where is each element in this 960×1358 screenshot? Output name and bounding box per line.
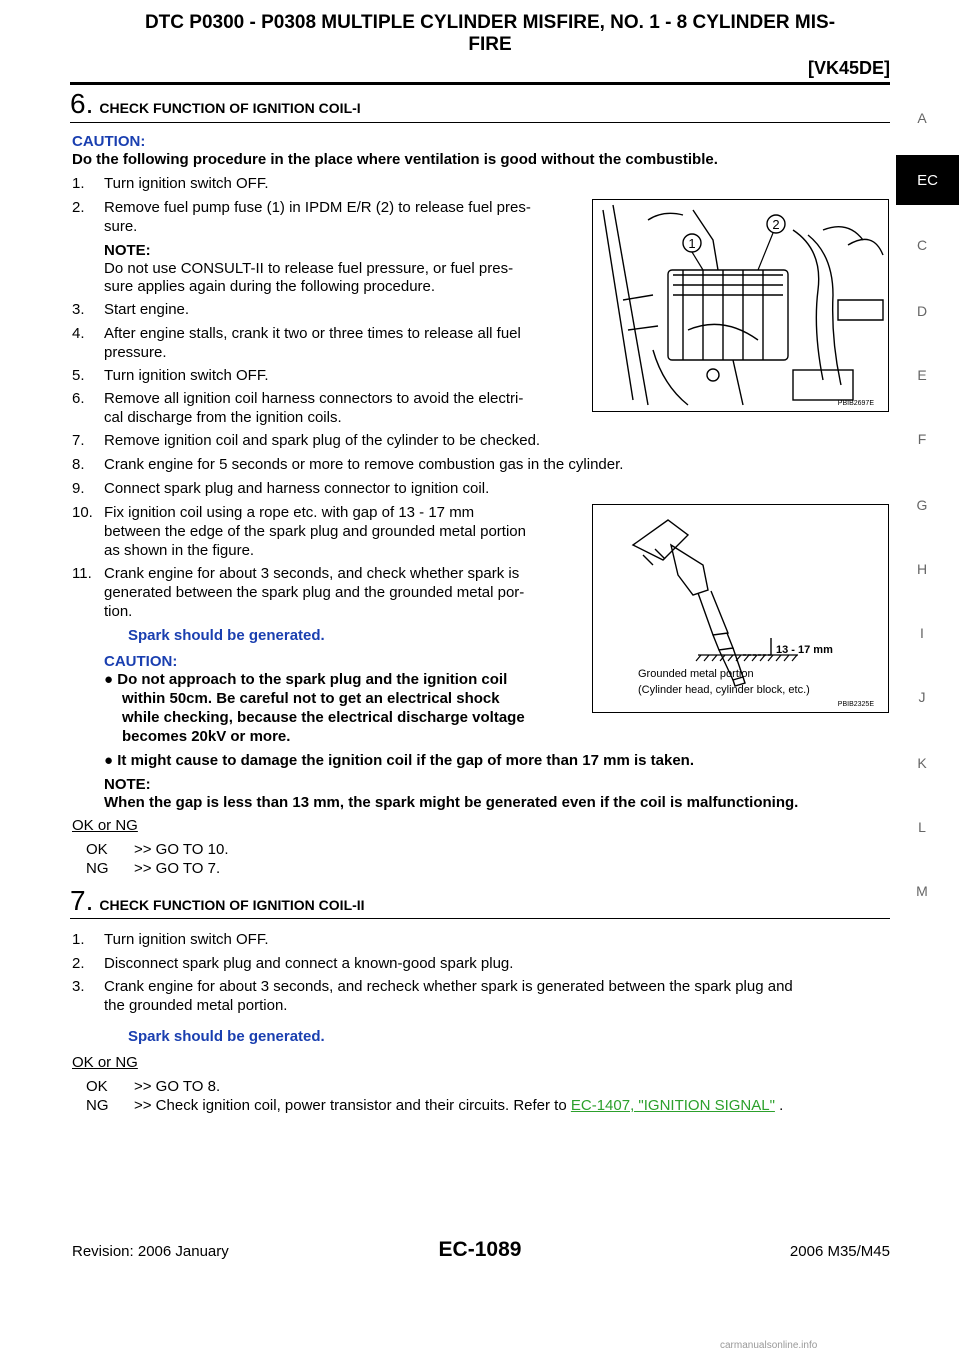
gap-label: 13 - 17 mm	[776, 644, 833, 656]
ignition-signal-link[interactable]: EC-1407, "IGNITION SIGNAL"	[570, 1097, 775, 1114]
figure-ipdm-fuse	[592, 199, 889, 412]
ng-result-7: NG >> Check ignition coil, power transistor and their circuits. Refer to EC-1407, "IGNITION SIGNAL" .	[86, 1097, 784, 1114]
figure-spark-gap	[592, 504, 889, 713]
ipdm-illustration	[593, 200, 888, 411]
s7-step-3: 3. Crank engine for about 3 seconds, and recheck whether spark is generated between the spark plug and	[72, 978, 793, 995]
note-2-text: When the gap is less than 13 mm, the spark might be generated even if the coil is malfunctioning.	[104, 794, 799, 811]
sidebar-item-e[interactable]: E	[917, 367, 927, 383]
step-4-cont: pressure.	[104, 344, 167, 361]
step-4: 4. After engine stalls, crank it two or three times to release all fuel	[72, 325, 521, 342]
s7-step-2: 2. Disconnect spark plug and connect a known-good spark plug.	[72, 955, 514, 972]
sidebar-item-g[interactable]: G	[916, 497, 928, 513]
ok-or-ng-7: OK or NG	[72, 1054, 138, 1071]
grounded-sublabel: (Cylinder head, cylinder block, etc.)	[638, 684, 810, 696]
sidebar-item-d[interactable]: D	[916, 303, 928, 319]
step-10: 10. Fix ignition coil using a rope etc. with gap of 13 - 17 mm	[72, 504, 475, 521]
ok-or-ng-6: OK or NG	[72, 817, 138, 834]
note-text-1: Do not use CONSULT-II to release fuel pressure, or fuel pres-	[104, 260, 514, 277]
ng-result-6: NG >> GO TO 7.	[86, 860, 221, 877]
ignition-coil-illustration	[593, 505, 888, 712]
caution-2-label: CAUTION:	[104, 653, 178, 670]
figure-2-code: PBIB2325E	[837, 701, 874, 708]
step-2-cont: sure.	[104, 218, 138, 235]
step-3: 3. Start engine.	[72, 301, 190, 318]
s7-spark-expected: Spark should be generated.	[128, 1028, 325, 1045]
step-9: 9. Connect spark plug and harness connector to ignition coil.	[72, 480, 490, 497]
step-1: 1. Turn ignition switch OFF.	[72, 175, 269, 192]
step-7: 7. Remove ignition coil and spark plug of the cylinder to be checked.	[72, 432, 541, 449]
sidebar-item-j[interactable]: J	[918, 689, 926, 705]
bullet-2: ● It might cause to damage the ignition coil if the gap of more than 17 mm is taken.	[104, 752, 694, 769]
sidebar-item-k[interactable]: K	[917, 755, 927, 771]
step-5: 5. Turn ignition switch OFF.	[72, 367, 269, 384]
note-2-label: NOTE:	[104, 776, 151, 793]
step-11-cont-2: tion.	[104, 603, 133, 620]
sidebar-item-l[interactable]: L	[918, 819, 926, 835]
sidebar-item-h[interactable]: H	[916, 561, 928, 577]
callout-2: 2	[772, 217, 780, 232]
bullet-icon: ●	[104, 671, 114, 688]
section-7-rule	[70, 918, 890, 919]
sidebar-item-c[interactable]: C	[916, 237, 928, 253]
header-rule	[70, 82, 890, 85]
footer-model: 2006 M35/M45	[789, 1243, 890, 1260]
sidebar-item-a[interactable]: A	[917, 110, 927, 126]
step-10-cont-1: between the edge of the spark plug and grounded metal portion	[104, 523, 526, 540]
bullet-1-line-3: while checking, because the electrical discharge voltage	[122, 709, 525, 726]
step-6: 6. Remove all ignition coil harness connectors to avoid the electri-	[72, 390, 524, 407]
sidebar-item-ec[interactable]: EC	[896, 155, 959, 205]
bullet-1-line-2: within 50cm. Be careful not to get an electrical shock	[122, 690, 500, 707]
footer-revision: Revision: 2006 January	[72, 1243, 229, 1260]
step-11: 11. Crank engine for about 3 seconds, and check whether spark is	[72, 565, 520, 582]
bullet-1-line-4: becomes 20kV or more.	[122, 728, 291, 745]
caution-text: Do the following procedure in the place where ventilation is good without the combustible.	[72, 151, 718, 168]
step-2: 2. Remove fuel pump fuse (1) in IPDM E/R (2) to release fuel pres-	[72, 199, 531, 216]
bullet-1: ● Do not approach to the spark plug and the ignition coil	[104, 671, 508, 688]
page-title: DTC P0300 - P0308 MULTIPLE CYLINDER MISFIRE, NO. 1 - 8 CYLINDER MIS- FIRE	[144, 12, 836, 55]
note-text-2: sure applies again during the following procedure.	[104, 278, 436, 295]
step-10-cont-2: as shown in the figure.	[104, 542, 255, 559]
ok-result-7: OK >> GO TO 8.	[86, 1078, 221, 1095]
step-6-cont: cal discharge from the ignition coils.	[104, 409, 342, 426]
page-number: EC-1089	[438, 1238, 522, 1261]
s7-step-1: 1. Turn ignition switch OFF.	[72, 931, 269, 948]
section-6-rule	[70, 122, 890, 123]
sidebar-item-f[interactable]: F	[917, 431, 927, 447]
model-code: [VK45DE]	[807, 58, 890, 78]
section-6-heading: 6. CHECK FUNCTION OF IGNITION COIL-I	[70, 88, 361, 119]
bullet-icon: ●	[104, 752, 114, 769]
grounded-label: Grounded metal portion	[638, 668, 754, 680]
watermark: carmanualsonline.info	[720, 1340, 818, 1351]
sidebar-item-i[interactable]: I	[920, 625, 924, 641]
spark-expected: Spark should be generated.	[128, 627, 325, 644]
callout-1: 1	[688, 236, 696, 251]
ok-result-6: OK >> GO TO 10.	[86, 841, 229, 858]
s7-step-3-cont: the grounded metal portion.	[104, 997, 288, 1014]
section-7-heading: 7. CHECK FUNCTION OF IGNITION COIL-II	[70, 885, 365, 916]
step-11-cont-1: generated between the spark plug and the grounded metal por-	[104, 584, 525, 601]
figure-1-code: PBIB2697E	[837, 400, 874, 407]
note-label: NOTE:	[104, 242, 151, 259]
caution-label: CAUTION:	[72, 133, 146, 150]
step-8: 8. Crank engine for 5 seconds or more to remove combustion gas in the cylinder.	[72, 456, 624, 473]
sidebar-item-m[interactable]: M	[916, 883, 928, 899]
